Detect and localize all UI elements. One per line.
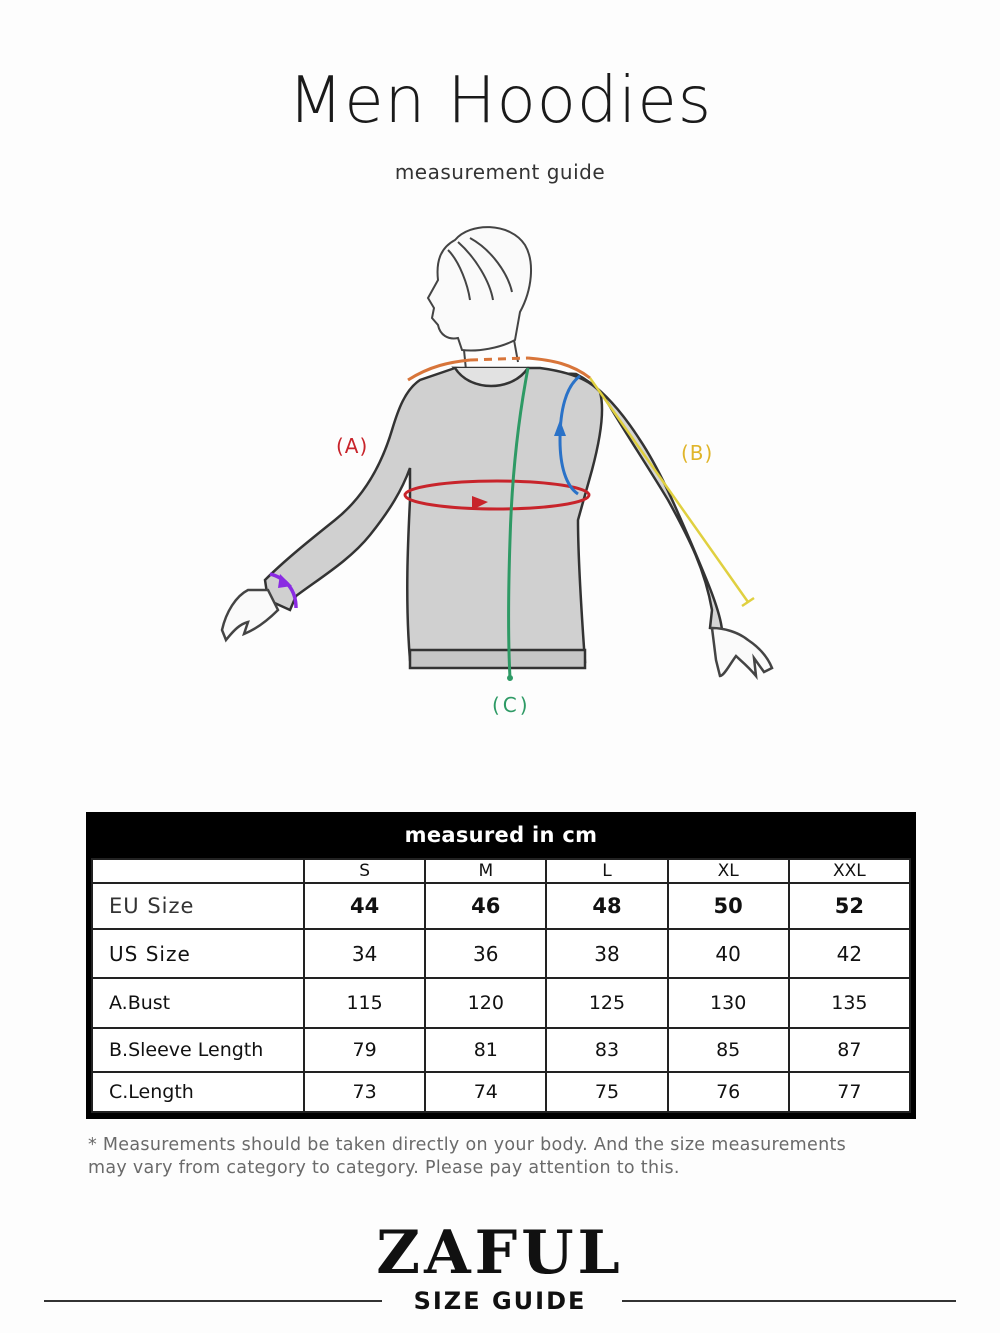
table-cell: 75 [546,1072,667,1112]
sleeve-end-tick [742,598,754,606]
table-cell: 46 [425,883,546,929]
table-cell: 50 [668,883,789,929]
table-row [92,883,910,929]
table-cell: 79 [304,1028,425,1072]
table-cell: 42 [789,929,910,978]
table-cell: 44 [304,883,425,929]
row-label: US Size [92,929,304,978]
note-line-2: may vary from category to category. Please pay attention to this. [88,1158,680,1178]
table-cell: 34 [304,929,425,978]
table-cell: 74 [425,1072,546,1112]
brand-logo: ZAFUL [376,1218,624,1288]
table-row [92,1028,910,1072]
footer-size-guide-label: SIZE GUIDE [413,1287,587,1315]
shoulder-dashed [470,358,528,360]
table-header-row [92,859,910,883]
label-c-length: (C) [492,693,531,717]
hoodie-measurement-illustration [200,215,800,725]
header-blank [92,859,304,883]
table-cell: 115 [304,978,425,1028]
label-a-bust: (A) [336,434,369,458]
table-cell: 36 [425,929,546,978]
table-cell: 83 [546,1028,667,1072]
table-cell: 135 [789,978,910,1028]
size-table [86,812,916,1119]
row-label: C.Length [92,1072,304,1112]
table-row [92,978,910,1028]
header-size: L [546,859,667,883]
header-size: XXL [789,859,910,883]
table-cell: 85 [668,1028,789,1072]
figure-head [428,227,531,370]
table-cell: 77 [789,1072,910,1112]
table-row [92,929,910,978]
table-cell: 48 [546,883,667,929]
table-row [92,1072,910,1112]
row-label: B.Sleeve Length [92,1028,304,1072]
size-chart-table [91,858,911,1113]
note-line-1: * Measurements should be taken directly on your body. And the size measurements [88,1135,847,1155]
table-cell: 81 [425,1028,546,1072]
measurement-note [88,1134,908,1180]
header-size: M [425,859,546,883]
table-cell: 52 [789,883,910,929]
length-end-dot [507,675,513,681]
header-size: XL [668,859,789,883]
table-cell: 87 [789,1028,910,1072]
label-b-sleeve: (B) [681,441,714,465]
table-cell: 125 [546,978,667,1028]
page-title: Men Hoodies [287,64,713,138]
page-subtitle: measurement guide [394,160,606,184]
table-cell: 38 [546,929,667,978]
table-cell: 76 [668,1072,789,1112]
row-label: A.Bust [92,978,304,1028]
table-cell: 40 [668,929,789,978]
header-size: S [304,859,425,883]
table-cell: 130 [668,978,789,1028]
sleeve-line [590,378,748,602]
sweater-body [265,368,722,668]
table-caption: measured in cm [404,823,598,847]
row-label: EU Size [92,883,304,929]
table-cell: 73 [304,1072,425,1112]
table-cell: 120 [425,978,546,1028]
